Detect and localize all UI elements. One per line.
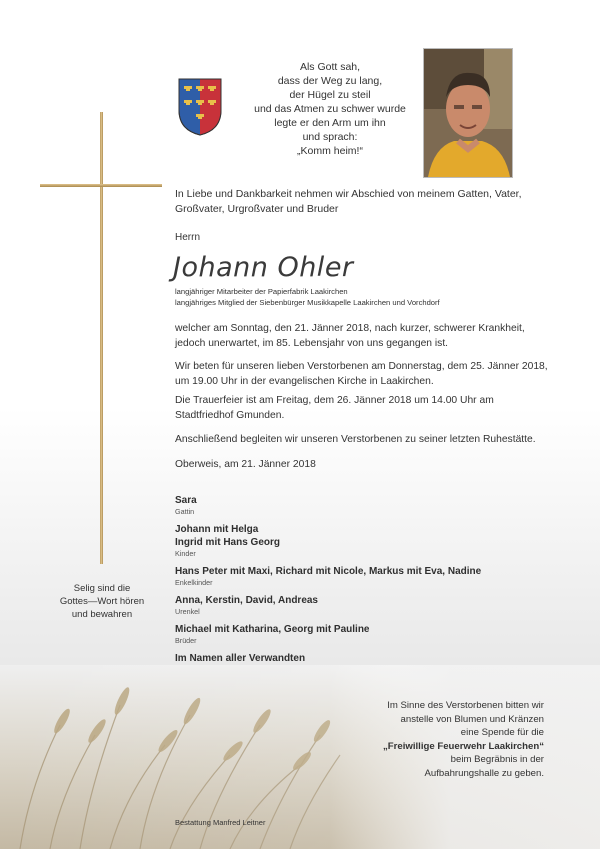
role-line: langjähriger Mitarbeiter der Papierfabrik Laakirchen (175, 287, 348, 296)
poem-line: und das Atmen zu schwer wurde (254, 103, 406, 115)
cross-vertical (100, 112, 103, 564)
place-date: Oberweis, am 21. Jänner 2018 (175, 459, 316, 470)
poem (250, 60, 410, 158)
poem-line: „Komm heim!“ (297, 145, 363, 157)
mourner-entry (175, 623, 535, 646)
donation-line: anstelle von Blumen und Kränzen (400, 713, 544, 725)
mourner-entry (175, 494, 535, 517)
donation-line: beim Begräbnis in der (450, 754, 544, 765)
poem-line: dass der Weg zu lang, (277, 75, 383, 87)
mourner-names: Johann mit Helga (175, 524, 259, 535)
coat-of-arms-icon (178, 78, 222, 136)
bible-quote (50, 582, 154, 621)
roles (175, 287, 440, 308)
intro-text: In Liebe und Dankbarkeit nehmen wir Abschied von meinem Gatten, Vater, Großvater, Urgroßvater und Bruder (175, 188, 522, 215)
mourner-entry (175, 523, 535, 559)
mourner-entry (175, 565, 535, 588)
mourner-names: Anna, Kerstin, David, Andreas (175, 595, 318, 606)
mourner-names: Sara (175, 495, 197, 506)
beneficiary-name: „Freiwillige Feuerwehr Laakirchen“ (382, 740, 544, 752)
role-line: langjähriges Mitglied der Siebenbürger Musikkapelle Laakirchen und Vorchdorf (175, 297, 440, 307)
portrait-photo (423, 48, 513, 178)
mourner-names: Ingrid mit Hans Georg (175, 537, 281, 548)
poem-line: legte er den Arm um ihn (274, 117, 386, 129)
quote-line: Selig sind die (73, 583, 131, 594)
deceased-name: Johann Ohler (173, 252, 354, 283)
mourner-entry (175, 594, 535, 617)
poem-line: der Hügel zu steil (289, 89, 371, 101)
quote-line: Gottes—Wort hören (59, 596, 145, 607)
cross-horizontal (40, 184, 162, 187)
salutation: Herrn (175, 232, 201, 243)
burial-paragraph: Anschließend begleiten wir unseren Verstorbenen zu seiner letzten Ruhestätte. (175, 434, 536, 445)
donation-beneficiary (378, 740, 544, 754)
prayer-paragraph: Wir beten für unseren lieben Verstorbenen am Donnerstag, dem 25. Jänner 2018, um 19.00 Uhr in der evangelischen Kirche in Laakirchen. (175, 361, 548, 387)
poem-line: Als Gott sah, (299, 61, 361, 73)
donation-note (378, 699, 544, 780)
mourners-list (175, 494, 535, 671)
mourner-relation: Kinder (175, 549, 196, 558)
mourner-entry (175, 652, 535, 665)
poem-line: und sprach: (302, 131, 358, 143)
mourner-names: Im Namen aller Verwandten (175, 653, 306, 664)
mourner-relation: Brüder (175, 636, 197, 645)
donation-line: Im Sinne des Verstorbenen bitten wir (387, 700, 544, 711)
quote-line: und bewahren (71, 609, 133, 620)
death-notice-paragraph: welcher am Sonntag, den 21. Jänner 2018, nach kurzer, schwerer Krankheit, jedoch unerwartet, im 85. Lebensjahr von uns gegangen ist. (175, 323, 525, 349)
funeral-home: Bestattung Manfred Leitner (175, 818, 266, 827)
mourner-names: Hans Peter mit Maxi, Richard mit Nicole, Markus mit Eva, Nadine (175, 566, 482, 577)
mourner-relation: Urenkel (175, 607, 200, 616)
mourner-names: Michael mit Katharina, Georg mit Pauline (175, 624, 370, 635)
mourner-relation: Enkelkinder (175, 578, 213, 587)
donation-line: eine Spende für die (460, 727, 544, 738)
mourner-relation: Gattin (175, 507, 195, 516)
donation-line: Aufbahrungshalle zu geben. (424, 767, 544, 779)
funeral-paragraph: Die Trauerfeier ist am Freitag, dem 26. Jänner 2018 um 14.00 Uhr am Stadtfriedhof Gmunden. (175, 395, 494, 421)
